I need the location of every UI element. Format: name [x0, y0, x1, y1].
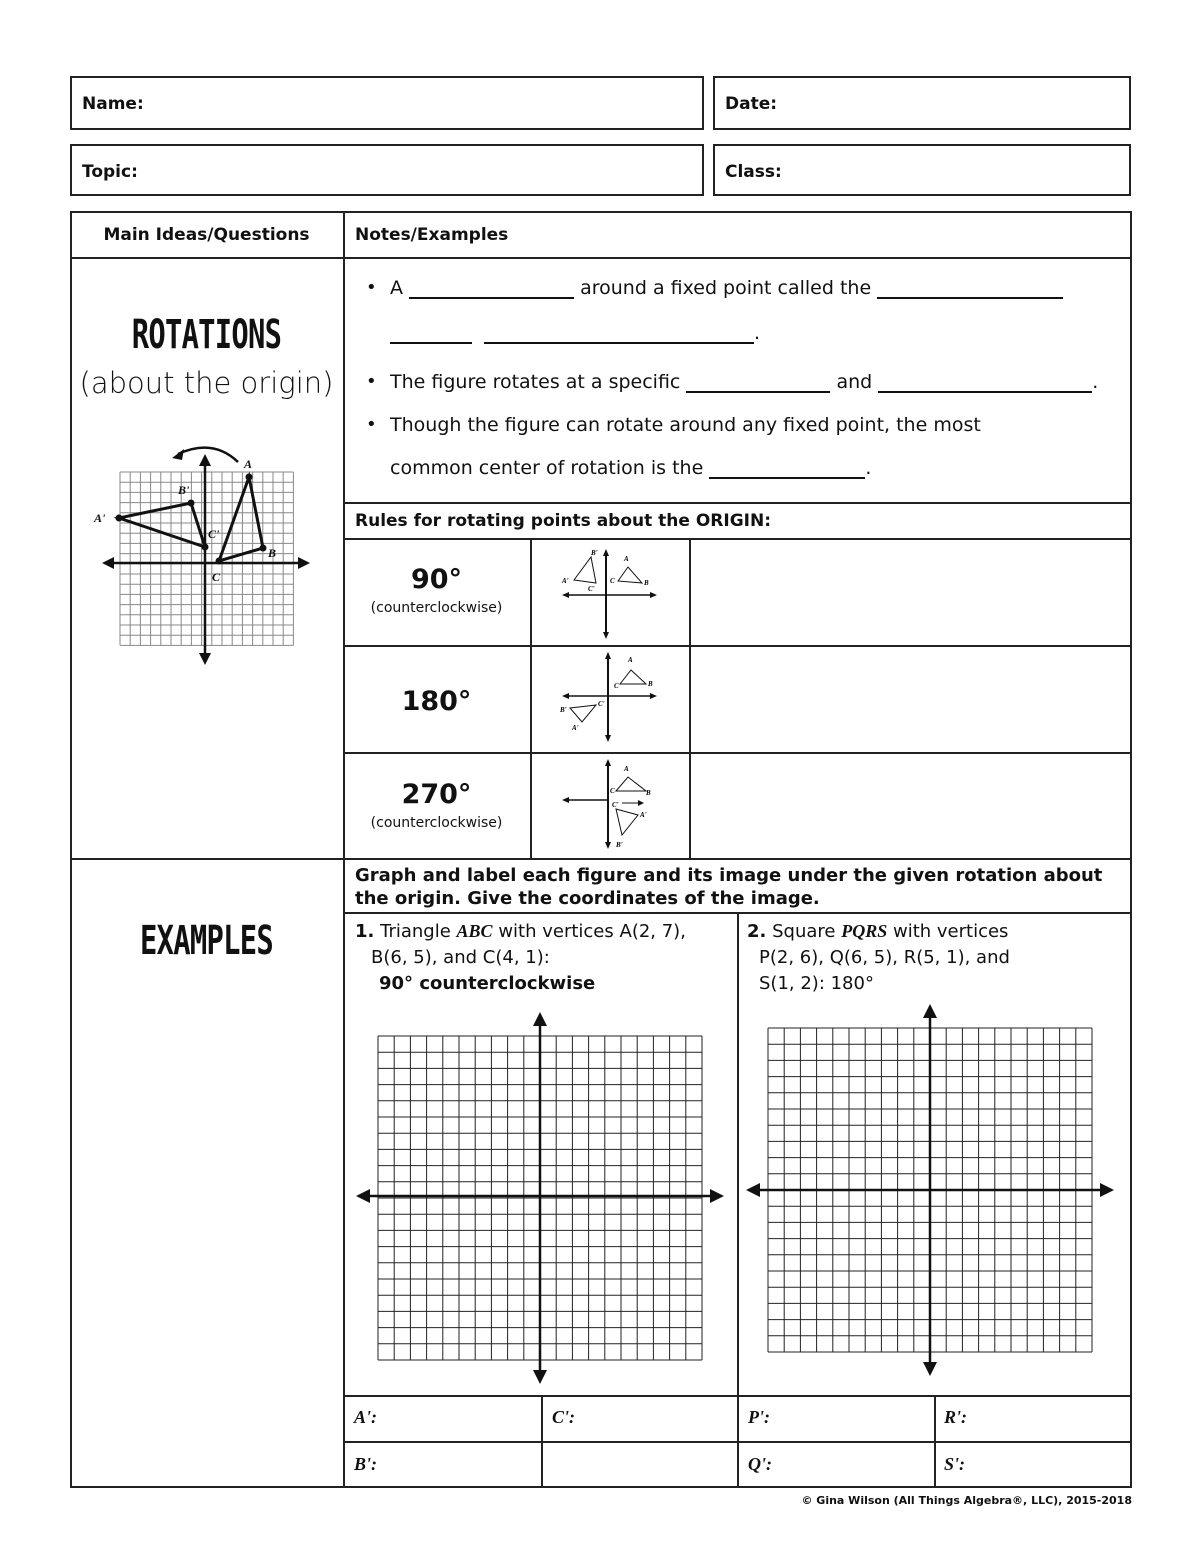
answer-q-prime[interactable]: Q':: [748, 1454, 772, 1474]
svg-text:C: C: [610, 787, 615, 795]
rule-270-diagram: [558, 757, 658, 852]
examples-instructions: Graph and label each figure and its image under the given rotation about the origin. Give the coordinates of the image.: [355, 865, 1103, 909]
answers-col-divider-2: [934, 1395, 936, 1488]
rules-title: Rules for rotating points about the ORIGIN:: [355, 511, 772, 531]
col1-header: Main Ideas/Questions: [103, 225, 310, 245]
answers-top-divider: [343, 1395, 1132, 1397]
y-arrow-down: [533, 1370, 547, 1384]
y-arrow-up: [923, 1004, 937, 1018]
examples-divider: [70, 858, 1132, 860]
diagram-y-arrow-up: [199, 454, 211, 466]
rotation-curve-arrowhead: [172, 449, 184, 460]
svg-text:B: B: [646, 789, 651, 797]
x-arrow-left: [356, 1189, 370, 1203]
label-c-prime: C': [208, 527, 220, 541]
rule-90-diagram: [558, 545, 658, 640]
svg-text:C: C: [610, 577, 615, 585]
rule-row-divider-2: [343, 752, 1132, 754]
class-label: Class:: [725, 162, 782, 182]
label-a-prime: A': [94, 511, 106, 525]
blank-6[interactable]: [878, 373, 1092, 393]
note-bullet-3: • Though the figure can rotate around any fixed point, the most: [366, 414, 981, 436]
label-b: B: [268, 546, 277, 560]
svg-text:B': B': [616, 841, 623, 849]
y-arrow-down: [923, 1362, 937, 1376]
rule-180-angle: 180°: [401, 686, 472, 717]
topic-label: Topic:: [82, 162, 138, 182]
topic-field[interactable]: [70, 144, 704, 196]
svg-text:A: A: [628, 656, 633, 664]
rule-90-angle: 90°: [410, 564, 463, 595]
rules-title-divider: [343, 538, 1132, 540]
note-bullet-3-cont: common center of rotation is the .: [390, 457, 872, 479]
examples-col-divider: [737, 912, 739, 1488]
svg-text:B': B': [591, 549, 598, 557]
rule-90-direction: (counterclockwise): [370, 600, 503, 616]
x-arrow-right: [1100, 1183, 1114, 1197]
rule-col-divider-1: [530, 538, 532, 859]
rotation-curve-arrow: [178, 448, 238, 462]
copyright-footer: © Gina Wilson (All Things Algebra®, LLC), 2015-2018: [801, 1494, 1132, 1507]
answer-b-prime[interactable]: B':: [354, 1454, 378, 1474]
answer-p-prime[interactable]: P':: [748, 1407, 770, 1427]
diagram-x-arrow-left: [102, 557, 114, 569]
label-c: C: [212, 570, 221, 584]
answer-c-prime[interactable]: C':: [552, 1407, 576, 1427]
answer-s-prime[interactable]: S':: [944, 1454, 966, 1474]
answer-a-prime[interactable]: A':: [354, 1407, 378, 1427]
rule-row-divider-1: [343, 645, 1132, 647]
rotations-title: ROTATIONS: [131, 312, 282, 358]
svg-text:C': C': [588, 585, 595, 593]
bullet-dot: •: [366, 277, 377, 298]
answers-mid-divider: [343, 1441, 1132, 1443]
note-bullet-1: • A around a fixed point called the: [390, 277, 1110, 299]
label-b-prime: B': [178, 483, 190, 497]
class-field[interactable]: [713, 144, 1131, 196]
x-arrow-left: [746, 1183, 760, 1197]
examples-title: EXAMPLES: [140, 918, 273, 964]
answer-r-prime[interactable]: R':: [944, 1407, 968, 1427]
image-triangle: [119, 503, 205, 547]
example-1-coordinate-grid[interactable]: [352, 1010, 732, 1390]
diagram-x-arrow-right: [298, 557, 310, 569]
blank-7[interactable]: [709, 459, 865, 479]
rotations-subtitle: (about the origin): [79, 366, 334, 400]
answers-col-divider-1: [541, 1395, 543, 1488]
svg-text:A': A': [562, 577, 569, 585]
rule-180-diagram: [558, 650, 658, 745]
y-arrow-up: [533, 1012, 547, 1026]
date-label: Date:: [725, 94, 778, 114]
rule-270-direction: (counterclockwise): [370, 815, 503, 831]
blank-5[interactable]: [686, 373, 830, 393]
blank-4[interactable]: [484, 324, 754, 344]
label-a: A: [244, 457, 253, 471]
svg-text:C': C': [612, 801, 619, 809]
svg-text:A': A': [640, 811, 647, 819]
date-field[interactable]: [713, 76, 1131, 130]
svg-text:A: A: [624, 555, 629, 563]
example-1-number: 1.: [355, 921, 375, 942]
name-field[interactable]: [70, 76, 704, 130]
blank-3[interactable]: [390, 324, 472, 344]
rule-270-angle: 270°: [401, 779, 472, 810]
preimage-triangle: [219, 477, 263, 561]
note-bullet-2: • The figure rotates at a specific and .: [366, 371, 1099, 393]
blank-2[interactable]: [877, 279, 1063, 299]
svg-text:C': C': [598, 700, 605, 708]
col2-header: Notes/Examples: [355, 225, 509, 245]
svg-text:B: B: [648, 680, 653, 688]
name-label: Name:: [82, 94, 144, 114]
svg-text:A: A: [624, 765, 629, 773]
x-arrow-right: [710, 1189, 724, 1203]
svg-text:C: C: [614, 682, 619, 690]
blank-1[interactable]: [409, 279, 574, 299]
example-1-prompt: 1. Triangle ABC with vertices A(2, 7), B(6, 5), and C(4, 1): 90° counterclockwise: [355, 921, 686, 994]
rule-col-divider-2: [689, 538, 691, 859]
note-bullet-1-cont: .: [390, 322, 1110, 344]
diagram-y-arrow-down: [199, 653, 211, 665]
rotation-example-diagram: [88, 440, 328, 670]
rules-top-divider: [343, 502, 1132, 504]
svg-text:B: B: [644, 579, 649, 587]
example-2-coordinate-grid[interactable]: [742, 1002, 1122, 1382]
rotation-notes: [343, 257, 1132, 502]
example-2-prompt: 2. Square PQRS with vertices P(2, 6), Q(6, 5), R(5, 1), and S(1, 2): 180°: [747, 921, 1010, 994]
svg-text:A': A': [572, 724, 579, 732]
example-2-number: 2.: [747, 921, 767, 942]
svg-text:B': B': [560, 706, 567, 714]
